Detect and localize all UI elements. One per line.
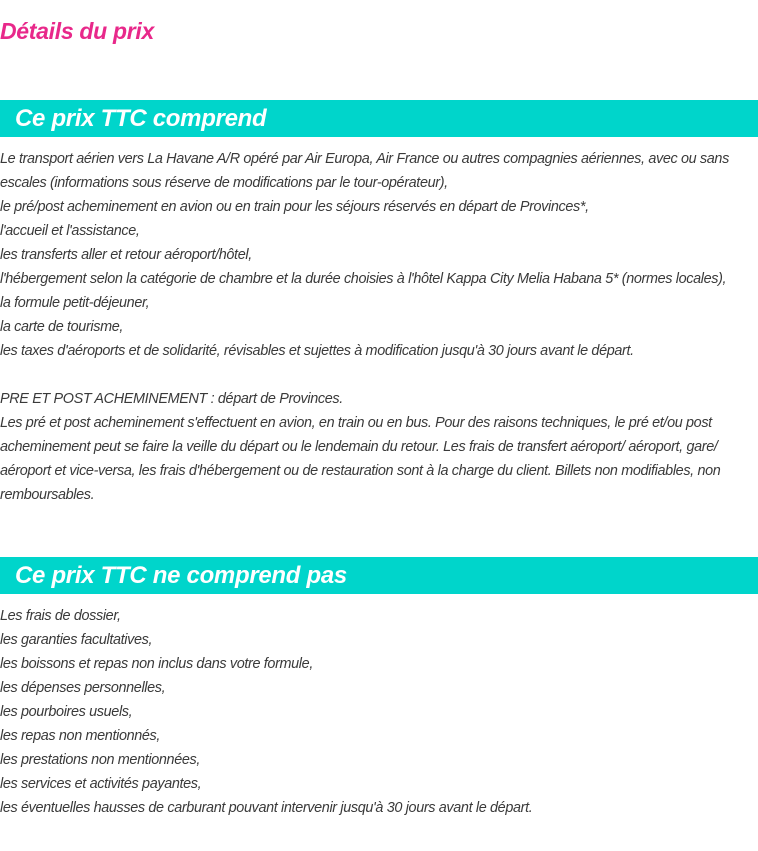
included-item-transport: Le transport aérien vers La Havane A/R opéré par Air Europa, Air France ou autres compagnies aériennes, avec ou sans escales (informations sous réserve de modifications par le tour-opérateur), (0, 151, 729, 191)
spacer (0, 363, 758, 387)
included-item-pre-post: le pré/post acheminement en avion ou en train pour les séjours réservés en départ de Provinces*, (0, 199, 589, 215)
included-list (0, 147, 758, 507)
excluded-item-fees: Les frais de dossier, (0, 608, 121, 624)
page-title: Détails du prix (0, 18, 154, 44)
pre-post-note-text: Les pré et post acheminement s'effectuent en avion, en train ou en bus. Pour des raisons techniques, le pré et/ou post acheminement peut se faire la veille du départ ou le lendemain du retour. Les frais de transfert aéroport/ aéroport, gare/ aéroport et vice-versa, les frais d'hébergement ou de restauration sont à la charge du client. Billets non modifiables, non remboursables. (0, 415, 721, 503)
excluded-item-meals: les repas non mentionnés, (0, 728, 161, 744)
excluded-list (0, 604, 758, 820)
included-section-header: Ce prix TTC comprend (0, 100, 758, 137)
excluded-item-services: les prestations non mentionnées, (0, 752, 200, 768)
included-item-taxes: les taxes d'aéroports et de solidarité, révisables et sujettes à modification jusqu'à 30 jours avant le départ. (0, 343, 634, 359)
included-item-tourist-card: la carte de tourisme, (0, 319, 124, 335)
excluded-item-tips: les pourboires usuels, (0, 704, 133, 720)
included-item-accommodation: l'hébergement selon la catégorie de chambre et la durée choisies à l'hôtel Kappa City Melia Habana 5* (normes locales), (0, 271, 727, 287)
excluded-section-header: Ce prix TTC ne comprend pas (0, 557, 758, 594)
included-item-welcome: l'accueil et l'assistance, (0, 223, 140, 239)
included-item-transfers: les transferts aller et retour aéroport/hôtel, (0, 247, 252, 263)
excluded-item-personal-expenses: les dépenses personnelles, (0, 680, 166, 696)
included-item-breakfast: la formule petit-déjeuner, (0, 295, 150, 311)
excluded-item-fuel: les éventuelles hausses de carburant pouvant intervenir jusqu'à 30 jours avant le départ. (0, 800, 533, 816)
excluded-item-paid-activities: les services et activités payantes, (0, 776, 202, 792)
pre-post-note-title: PRE ET POST ACHEMINEMENT : départ de Provinces. (0, 391, 343, 407)
excluded-item-insurance: les garanties facultatives, (0, 632, 153, 648)
excluded-item-drinks: les boissons et repas non inclus dans votre formule, (0, 656, 313, 672)
